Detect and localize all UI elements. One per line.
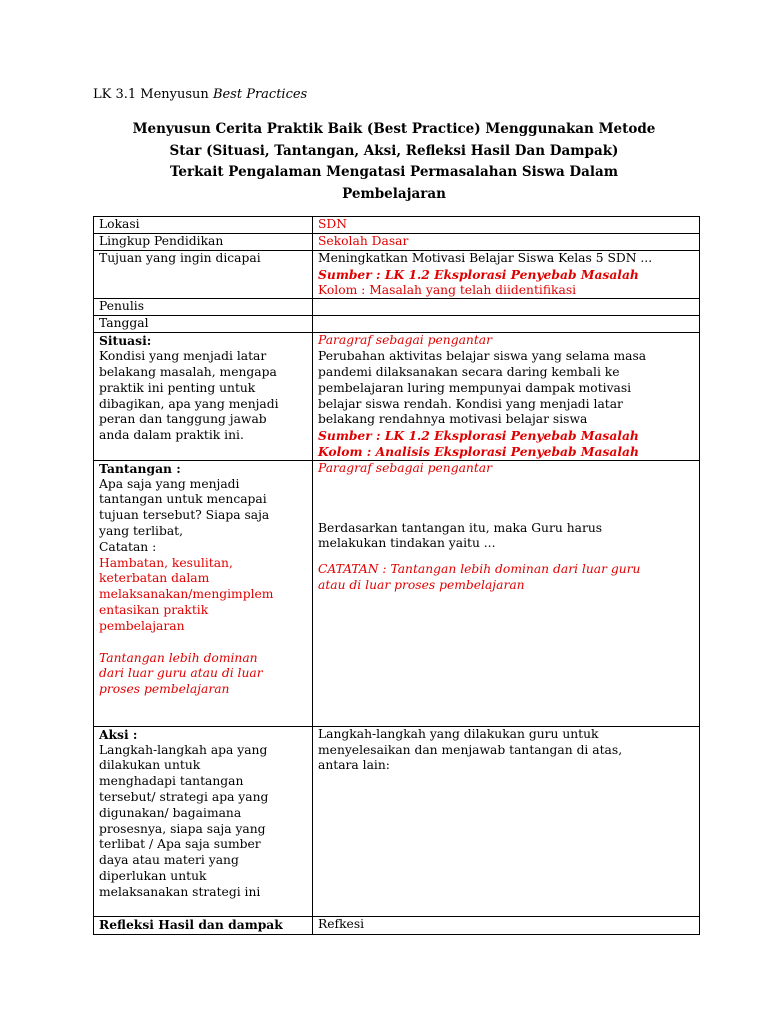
page-heading [93, 87, 307, 102]
title-line: Menyusun Cerita Praktik Baik (Best Practice) Menggunakan Metode [132, 121, 656, 137]
situasi-desc-line: praktik ini penting untuk [99, 380, 256, 395]
situasi-body-line: belajar siswa rendah. Kondisi yang menjadi latar [318, 396, 623, 411]
aksi-desc-line: Langkah-langkah apa yang [99, 742, 268, 757]
tantangan-desc-line: yang terlibat, [99, 523, 183, 538]
heading-italic: Best Practices [212, 87, 308, 102]
lokasi-value[interactable]: SDN [313, 217, 700, 234]
aksi-desc-line: tersebut/ strategi apa yang [99, 789, 269, 804]
lingkup-value[interactable]: Sekolah Dasar [313, 234, 700, 251]
situasi-label-cell [94, 333, 313, 460]
penulis-value[interactable] [313, 299, 700, 316]
tantangan-cell[interactable] [313, 460, 700, 726]
aksi-desc-line: melaksanakan strategi ini [99, 884, 261, 899]
lokasi-label: Lokasi [94, 217, 313, 234]
situasi-kolom: Kolom : Analisis Eksplorasi Penyebab Masalah [318, 443, 639, 459]
aksi-cell[interactable] [313, 726, 700, 916]
tujuan-sumber: Sumber : LK 1.2 Eksplorasi Penyebab Masalah [318, 266, 639, 282]
situasi-desc-line: peran dan tanggung jawab [99, 412, 267, 427]
tantangan-catatan-line: Hambatan, kesulitan, [99, 555, 233, 570]
situasi-body-line: pandemi dilaksanakan secara daring kembali ke [318, 364, 620, 379]
aksi-desc-line: terlibat / Apa saja sumber [99, 837, 261, 852]
aksi-label: Aksi : [99, 726, 138, 742]
tanggal-label: Tanggal [94, 316, 313, 333]
situasi-desc-line: Kondisi yang menjadi latar [99, 349, 267, 364]
tantangan-intro: Paragraf sebagai pengantar [318, 460, 492, 475]
aksi-desc-line: prosesnya, siapa saja yang [99, 821, 266, 836]
row-refleksi [94, 916, 700, 934]
title-line: Star (Situasi, Tantangan, Aksi, Refleksi Hasil Dan Dampak) [169, 142, 619, 159]
row-aksi [94, 726, 700, 916]
situasi-body-line: belakang rendahnya motivasi belajar siswa [318, 412, 588, 427]
document-title [100, 119, 688, 205]
aksi-desc-line: digunakan/ bagaimana [99, 805, 242, 820]
tantangan-catatan-line: pembelajaran [99, 618, 185, 633]
tantangan-body-line: Berdasarkan tantangan itu, maka Guru harus [318, 520, 603, 535]
tujuan-kolom: Kolom : Masalah yang telah diidentifikasi [318, 282, 577, 297]
tantangan-catatan-line: keterbatan dalam [99, 571, 210, 586]
row-tanggal [94, 316, 700, 333]
aksi-body-line: antara lain: [318, 758, 390, 773]
situasi-body-line: pembelajaran luring mempunyai dampak motivasi [318, 380, 632, 395]
tantangan-note-line: dari luar guru atau di luar [99, 666, 263, 681]
penulis-label: Penulis [94, 299, 313, 316]
tantangan-catatan-label: Catatan : [99, 539, 157, 554]
tujuan-value: Meningkatkan Motivasi Belajar Siswa Kelas 5 SDN ... [318, 251, 653, 265]
tantangan-catatan-line: entasikan praktik [99, 602, 209, 617]
row-lokasi [94, 217, 700, 234]
tantangan-desc-line: Apa saja yang menjadi [99, 476, 240, 491]
title-line: Terkait Pengalaman Mengatasi Permasalahan Siswa Dalam [169, 164, 619, 180]
refleksi-value[interactable]: Refkesi [313, 916, 700, 934]
aksi-desc-line: menghadapi tantangan [99, 774, 244, 789]
situasi-label: Situasi: [99, 333, 152, 349]
situasi-desc-line: belakang masalah, mengapa [99, 364, 277, 379]
aksi-desc-line: daya atau materi yang [99, 853, 239, 868]
tantangan-catatan-note: atau di luar proses pembelajaran [318, 577, 525, 592]
situasi-cell[interactable] [313, 333, 700, 460]
row-situasi [94, 333, 700, 460]
aksi-desc-line: diperlukan untuk [99, 868, 207, 883]
tantangan-desc-line: tantangan untuk mencapai [99, 492, 267, 507]
aksi-body-line: Langkah-langkah yang dilakukan guru untuk [318, 726, 599, 741]
star-form-table [93, 216, 700, 935]
title-line: Pembelajaran [342, 185, 446, 202]
tantangan-note-line: proses pembelajaran [99, 682, 230, 697]
tantangan-desc-line: tujuan tersebut? Siapa saja [99, 508, 270, 523]
situasi-intro: Paragraf sebagai pengantar [318, 333, 492, 348]
tantangan-label-cell [94, 460, 313, 726]
aksi-body-line: menyelesaikan dan menjawab tantangan di atas, [318, 742, 623, 757]
tujuan-label: Tujuan yang ingin dicapai [94, 251, 313, 299]
tujuan-cell[interactable] [313, 251, 700, 299]
row-tujuan [94, 251, 700, 299]
situasi-desc-line: dibagikan, apa yang menjadi [99, 396, 279, 411]
tantangan-catatan-line: melaksanakan/mengimplem [99, 587, 274, 602]
aksi-desc-line: dilakukan untuk [99, 758, 201, 773]
tanggal-value[interactable] [313, 316, 700, 333]
tantangan-body-line: melakukan tindakan yaitu ... [318, 536, 496, 551]
tantangan-note-line: Tantangan lebih dominan [99, 650, 258, 665]
refleksi-label: Refleksi Hasil dan dampak [94, 916, 313, 934]
tantangan-catatan-note: CATATAN : Tantangan lebih dominan dari luar guru [318, 562, 641, 577]
situasi-body-line: Perubahan aktivitas belajar siswa yang selama masa [318, 349, 647, 364]
tantangan-label: Tantangan : [99, 460, 181, 476]
heading-prefix: LK 3.1 Menyusun [93, 87, 209, 102]
lingkup-label: Lingkup Pendidikan [94, 234, 313, 251]
row-penulis [94, 299, 700, 316]
situasi-sumber: Sumber : LK 1.2 Eksplorasi Penyebab Masalah [318, 428, 639, 444]
row-tantangan [94, 460, 700, 726]
aksi-label-cell [94, 726, 313, 916]
situasi-desc-line: anda dalam praktik ini. [99, 428, 244, 443]
row-lingkup [94, 234, 700, 251]
